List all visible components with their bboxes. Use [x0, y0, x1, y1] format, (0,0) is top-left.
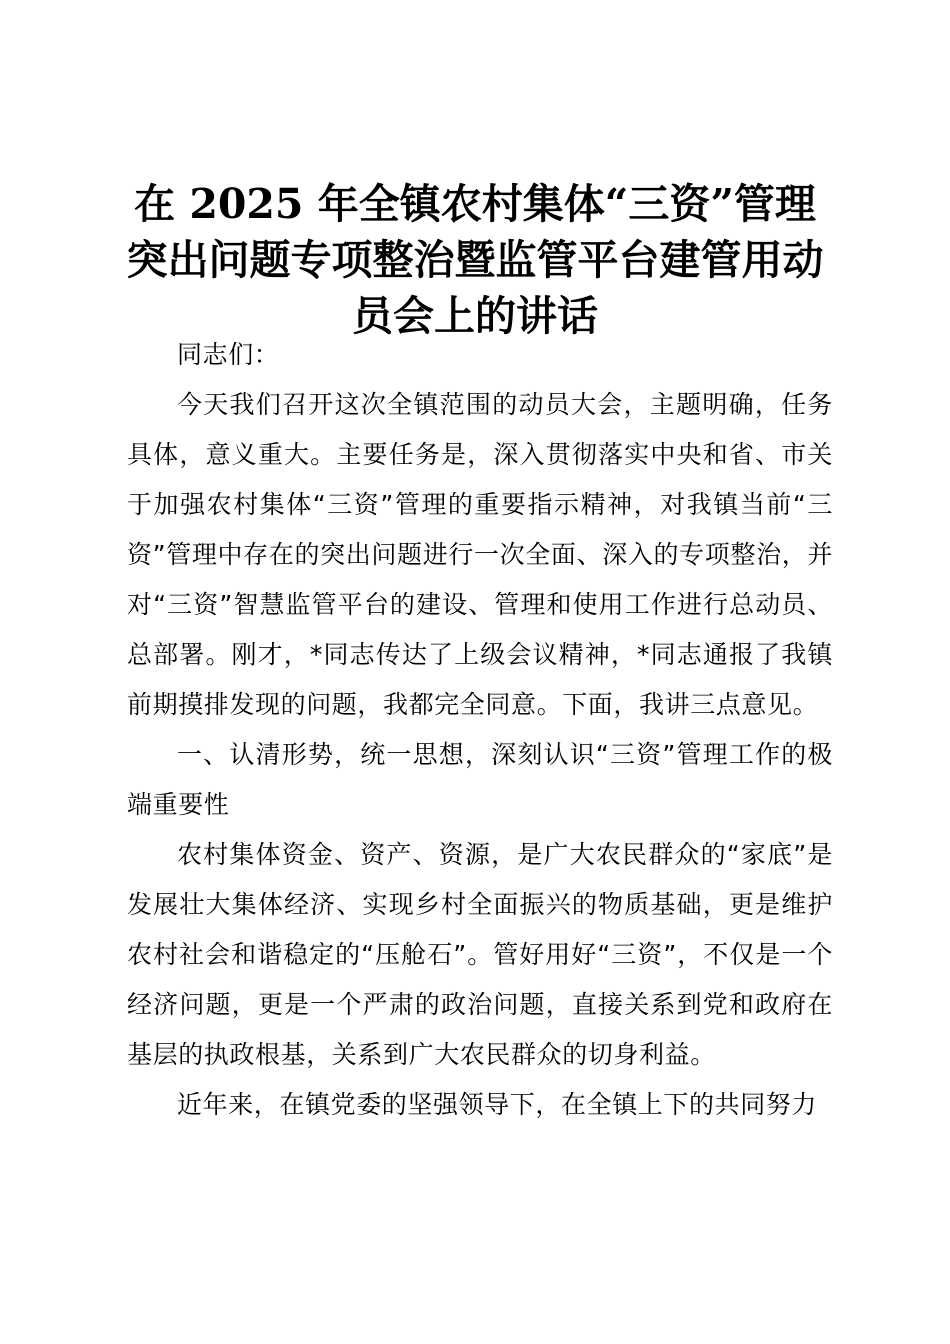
paragraph-assets: 农村集体资金、资产、资源，是广大农民群众的“家底”是发展壮大集体经济、实现乡村全面振兴的物质基础，更是维护农村社会和谐稳定的“压舱石”。管好用好“三资”，不仅是一个经济问题，更是一个严肃的政治问题，直接关系到党和政府在基层的执政根基，关系到广大农民群众的切身利益。: [127, 840, 833, 1069]
paragraph-intro: 今天我们召开这次全镇范围的动员大会，主题明确，任务具体，意义重大。主要任务是，深入贯彻落实中央和省、市关于加强农村集体“三资”管理的重要指示精神，对我镇当前“三资”管理中存在的突出问题进行一次全面、深入的专项整治，并对“三资”智慧监管平台的建设、管理和使用工作进行总动员、总部署。刚才，*同志传达了上级会议精神，*同志通报了我镇前期摸排发现的问题，我都完全同意。下面，我讲三点意见。: [127, 390, 833, 719]
section-heading-1: 一、认清形势，统一思想，深刻认识“三资”管理工作的极端重要性: [127, 740, 833, 819]
title-line-2: 突出问题专项整治暨监管平台建管用动: [126, 236, 824, 284]
title-line-1: 在 2025 年全镇农村集体“三资”管理: [134, 180, 816, 228]
title-line-3: 员会上的讲话: [352, 292, 598, 340]
document-title: [110, 176, 840, 344]
paragraph-recent-years: 近年来，在镇党委的坚强领导下，在全镇上下的共同努力: [177, 1090, 818, 1119]
salutation: 同志们：: [177, 340, 280, 369]
document-body: [127, 330, 833, 1130]
